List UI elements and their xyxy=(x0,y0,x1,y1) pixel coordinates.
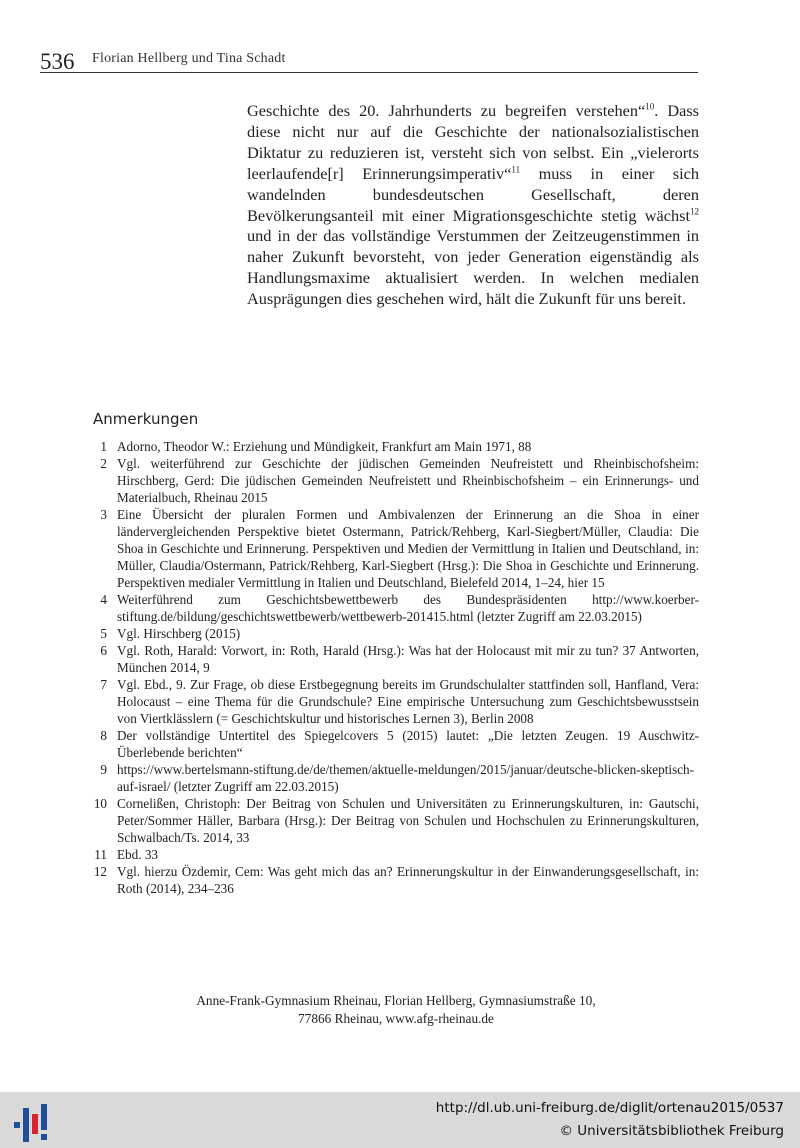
note-number: 7 xyxy=(100,677,107,692)
note-item xyxy=(93,506,699,591)
note-text: Weiterführend zum Geschichtsbewettbewerb des Bundespräsidenten http://www.koerber-stiftung.de/bildung/geschichtswettbewerb/wettbewerb-201415.html (letzter Zugriff am 22.03.2015) xyxy=(117,592,699,624)
body-text-part: muss in einer sich wandelnden bundesdeutschen Gesellschaft, deren Bevölkerungsanteil mit einer Migrationsgeschichte stetig wächst xyxy=(247,163,699,225)
running-head: Florian Hellberg und Tina Schadt xyxy=(92,51,286,66)
note-number: 3 xyxy=(100,507,107,522)
note-text: Vgl. Roth, Harald: Vorwort, in: Roth, Harald (Hrsg.): Was hat der Holocaust mit mir zu tun? 37 Antworten, München 2014, 9 xyxy=(117,643,699,675)
note-text: Vgl. Hirschberg (2015) xyxy=(117,626,241,641)
note-number: 8 xyxy=(100,728,107,743)
body-text-part: . Dass diese nicht nur auf die Geschichte der nationalsozialistischen Diktatur zu reduzieren ist, versteht sich von selbst. Ein „vielerorts leerlaufende[r] Erinnerungsimperativ“ xyxy=(247,101,699,183)
note-item xyxy=(93,761,699,795)
source-url-link[interactable]: http://dl.ub.uni-freiburg.de/diglit/ortenau2015/0537 xyxy=(435,1100,784,1116)
author-address xyxy=(93,992,699,1027)
footnote-ref-11[interactable]: 11 xyxy=(511,164,521,175)
library-logo-icon xyxy=(12,1100,52,1142)
note-number: 6 xyxy=(100,643,107,658)
note-number: 11 xyxy=(94,847,107,862)
note-item xyxy=(93,591,699,625)
note-number: 9 xyxy=(100,762,107,777)
note-text: Der vollständige Untertitel des Spiegelcovers 5 (2015) lautet: „Die letzten Zeugen. 19 Auschwitz-Überlebende berichten“ xyxy=(117,728,699,760)
note-item xyxy=(93,676,699,727)
note-item xyxy=(93,727,699,761)
note-number: 1 xyxy=(100,439,107,454)
note-item xyxy=(93,863,699,897)
note-text: Vgl. weiterführend zur Geschichte der jüdischen Gemeinden Neufreistett und Rheinbischofsheim: Hirschberg, Gerd: Die jüdischen Gemeinden Neufreistett und Rheinbischofsheim – ein Erinnerungs- und Materialbuch, Rheinau 2015 xyxy=(117,456,699,505)
footer-bar xyxy=(0,1092,800,1148)
note-text: Adorno, Theodor W.: Erziehung und Mündigkeit, Frankfurt am Main 1971, 88 xyxy=(117,439,532,454)
note-text: Cornelißen, Christoph: Der Beitrag von Schulen und Universitäten zu Erinnerungskulturen, in: Gautschi, Peter/Sommer Häller, Barbara (Hrsg.): Der Beitrag von Schulen und Hochschulen zu Erinnerungskulturen, Schwalbach/Ts. 2014, 33 xyxy=(117,796,699,845)
note-item xyxy=(93,438,699,455)
page-header xyxy=(40,48,698,73)
address-line: 77866 Rheinau, www.afg-rheinau.de xyxy=(298,1010,494,1026)
note-item xyxy=(93,625,699,642)
body-text-part: Geschichte des 20. Jahrhunderts zu begreifen verstehen“ xyxy=(247,101,646,120)
note-number: 2 xyxy=(100,456,107,471)
note-number: 10 xyxy=(93,796,107,811)
body-paragraph xyxy=(247,101,699,310)
body-text-part: und in der das vollständige Verstummen der Zeitzeugenstimmen in naher Zukunft bevorsteht, von jeder Generation eigenständig als Handlungsmaxime aktualisiert werden. In welchen medialen Ausprägungen dies geschehen wird, hält die Zukunft für uns bereit. xyxy=(247,226,699,309)
note-text: https://www.bertelsmann-stiftung.de/de/themen/aktuelle-meldungen/2015/januar/deutsche-blicken-skeptisch-auf-israel/ (letzter Zugriff am 22.03.2015) xyxy=(117,762,695,794)
footnote-ref-10[interactable]: 10 xyxy=(645,101,655,112)
note-item xyxy=(93,455,699,506)
note-text: Vgl. hierzu Özdemir, Cem: Was geht mich das an? Erinnerungskultur in der Einwanderungsgesellschaft, in: Roth (2014), 234–236 xyxy=(117,864,699,896)
copyright-text: © Universitätsbibliothek Freiburg xyxy=(559,1123,784,1139)
note-text: Eine Übersicht der pluralen Formen und Ambivalenzen der Erinnerung an die Shoa in einer ländervergleichenden Perspektive bietet Ostermann, Patrick/Rehberg, Karl-Siegbert/Müller, Claudia: Die Shoa in Geschichte und Erinnerung. Perspektiven und Medien der Vermittlung in Italien und Deutschland, in: Müller, Claudia/Ostermann, Patrick/Rehberg, Karl-Siegbert (Hrsg.): Die Shoa in Geschichte und Erinnerung. Perspektiven medialer Vermittlung in Italien und Deutschland, Bielefeld 2014, 1–24, hier 15 xyxy=(117,507,699,590)
note-number: 12 xyxy=(93,864,107,879)
note-item xyxy=(93,795,699,846)
page-number: 536 xyxy=(40,49,75,74)
note-text: Vgl. Ebd., 9. Zur Frage, ob diese Erstbegegnung bereits im Grundschulalter stattfinden soll, Hanfland, Vera: Holocaust – eine Thema für die Grundschule? Eine empirische Untersuchung zum Geschichtsbewusstsein von Viertklässlern (= Geschichtskultur und historisches Lernen 3), Berlin 2008 xyxy=(117,677,699,726)
note-number: 5 xyxy=(100,626,107,641)
notes-heading: Anmerkungen xyxy=(93,410,199,428)
footnote-ref-12[interactable]: 12 xyxy=(690,206,699,217)
note-text: Ebd. 33 xyxy=(117,847,159,862)
note-item xyxy=(93,846,699,863)
address-line: Anne-Frank-Gymnasium Rheinau, Florian Hellberg, Gymnasiumstraße 10, xyxy=(196,993,596,1008)
notes-list xyxy=(93,438,699,897)
note-item xyxy=(93,642,699,676)
note-number: 4 xyxy=(100,592,107,607)
